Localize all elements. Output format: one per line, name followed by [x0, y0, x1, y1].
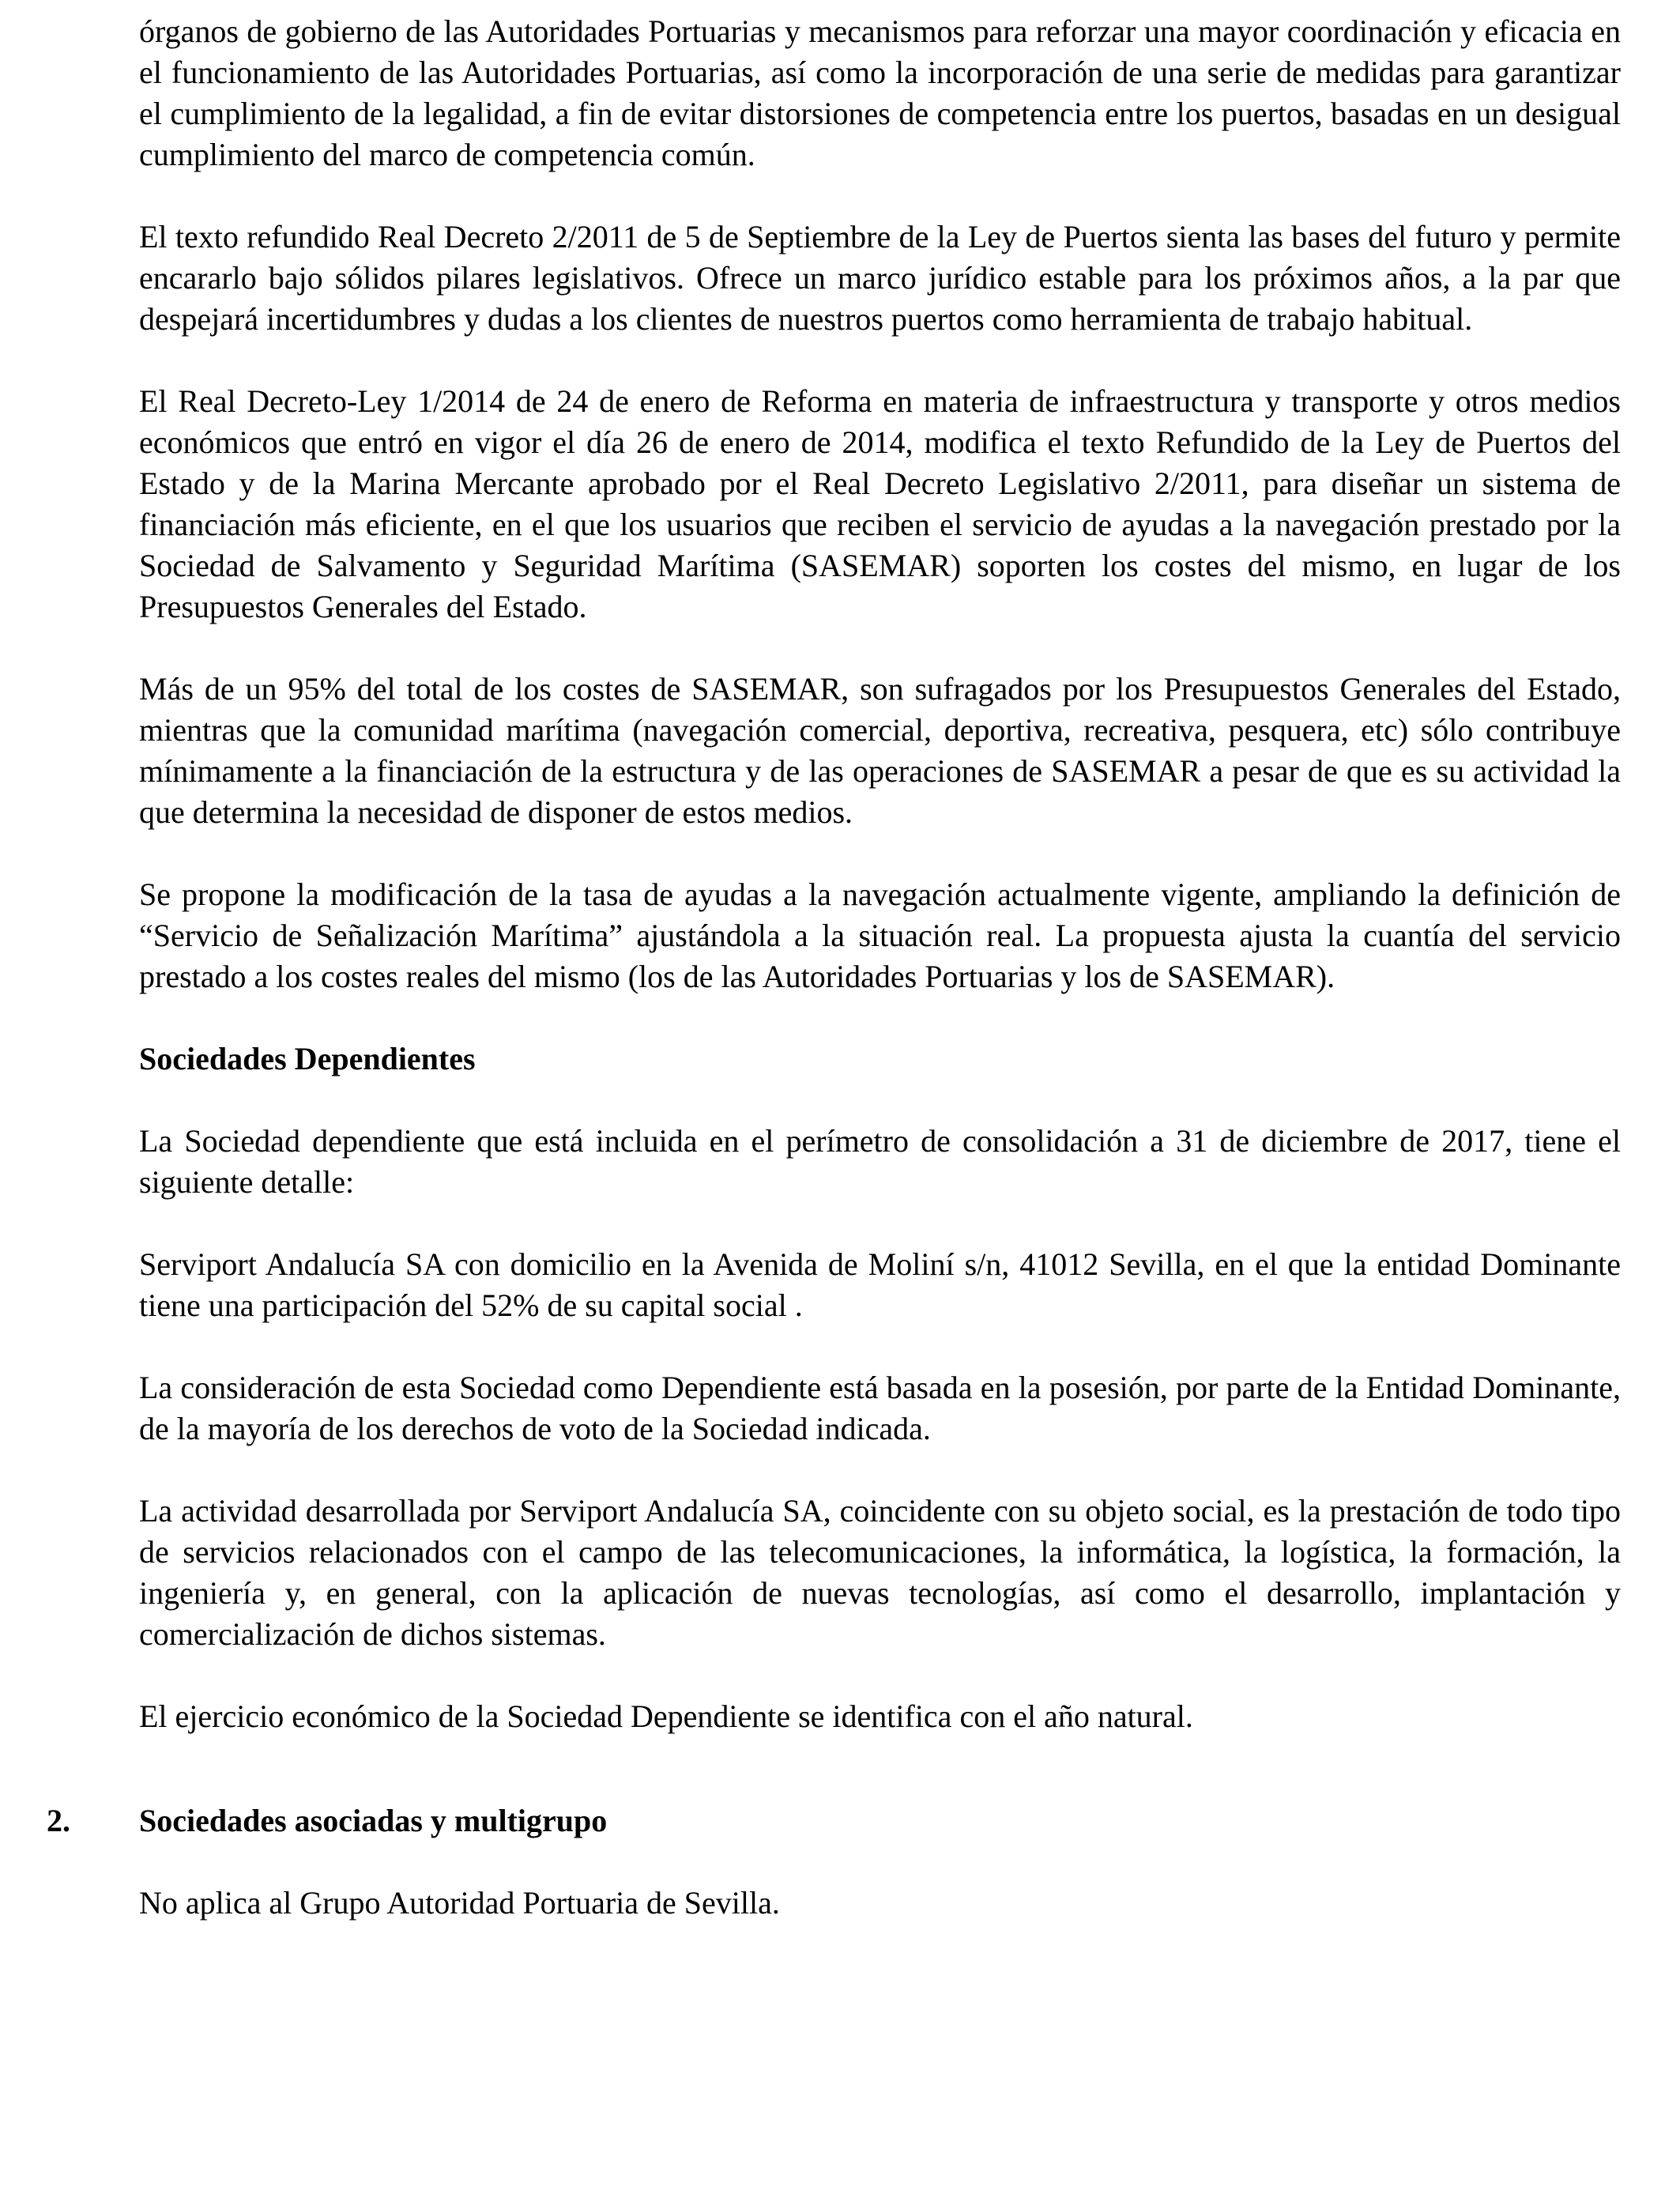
paragraph-dependent-basis: La consideración de esta Sociedad como Dependiente está basada en la posesión, por parte de la Entidad Dominante, de la mayoría de los derechos de voto de la Sociedad indicada. [139, 1370, 1621, 1446]
paragraph-fiscal-year: El ejercicio económico de la Sociedad Dependiente se identifica con el año natural. [139, 1698, 1193, 1734]
section-heading-asociadas [47, 1800, 1621, 1842]
paragraph-tasa-proposal: Se propone la modificación de la tasa de ayudas a la navegación actualmente vigente, ampliando la definición de “Servicio de Señalización Marítima” ajustándola a la situación real. La propuesta ajusta la cuantía del servicio prestado a los costes reales del mismo (los de las Autoridades Portuarias y los de SASEMAR). [139, 876, 1621, 994]
section-number: 2. [47, 1803, 70, 1838]
paragraph-real-decreto-ley: El Real Decreto-Ley 1/2014 de 24 de enero de Reforma en materia de infraestructura y transporte y otros medios económicos que entró en vigor el día 26 de enero de 2014, modifica el texto Refundido de la Ley de Puertos del Estado y de la Marina Mercante aprobado por el Real Decreto Legislativo 2/2011, para diseñar un sistema de financiación más eficiente, en el que los usuarios que reciben el servicio de ayudas a la navegación prestado por la Sociedad de Salvamento y Seguridad Marítima (SASEMAR) soporten los costes del mismo, en lugar de los Presupuestos Generales del Estado. [139, 383, 1621, 624]
paragraph-serviport-address: Serviport Andalucía SA con domicilio en la Avenida de Moliní s/n, 41012 Sevilla, en el que la entidad Dominante tiene una participación del 52% de su capital social . [139, 1246, 1621, 1323]
paragraph-sasemar-costs: Más de un 95% del total de los costes de SASEMAR, son sufragados por los Presupuestos Generales del Estado, mientras que la comunidad marítima (navegación comercial, deportiva, recreativa, pesquera, etc) sólo contribuye mínimamente a la financiación de la estructura y de las operaciones de SASEMAR a pesar de que es su actividad la que determina la necesidad de disponer de estos medios. [139, 671, 1621, 830]
paragraph-governance: órganos de gobierno de las Autoridades Portuarias y mecanismos para reforzar una mayor coordinación y eficacia en el funcionamiento de las Autoridades Portuarias, así como la incorporación de una serie de medidas para garantizar el cumplimiento de la legalidad, a fin de evitar distorsiones de competencia entre los puertos, basadas en un desigual cumplimiento del marco de competencia común. [139, 13, 1621, 172]
section-spacer [139, 1778, 1621, 1800]
paragraph-ley-de-puertos: El texto refundido Real Decreto 2/2011 de 5 de Septiembre de la Ley de Puertos sienta las bases del futuro y permite encararlo bajo sólidos pilares legislativos. Ofrece un marco jurídico estable para los próximos años, a la par que despejará incertidumbres y dudas a los clientes de nuestros puertos como herramienta de trabajo habitual. [139, 219, 1621, 337]
paragraph-serviport-activity: La actividad desarrollada por Serviport Andalucía SA, coincidente con su objeto social, es la prestación de todo tipo de servicios relacionados con el campo de las telecomunicaciones, la informática, la logística, la formación, la ingeniería y, en general, con la aplicación de nuevas tecnologías, así como el desarrollo, implantación y comercialización de dichos sistemas. [139, 1493, 1621, 1652]
subheading-sociedades-dependientes: Sociedades Dependientes [139, 1041, 476, 1076]
section-title: Sociedades asociadas y multigrupo [139, 1803, 608, 1838]
document-body [47, 11, 1621, 1965]
paragraph-not-applicable: No aplica al Grupo Autoridad Portuaria de Sevilla. [139, 1885, 780, 1921]
paragraph-consolidation-scope: La Sociedad dependiente que está incluida en el perímetro de consolidación a 31 de diciembre de 2017, tiene el siguiente detalle: [139, 1123, 1621, 1200]
